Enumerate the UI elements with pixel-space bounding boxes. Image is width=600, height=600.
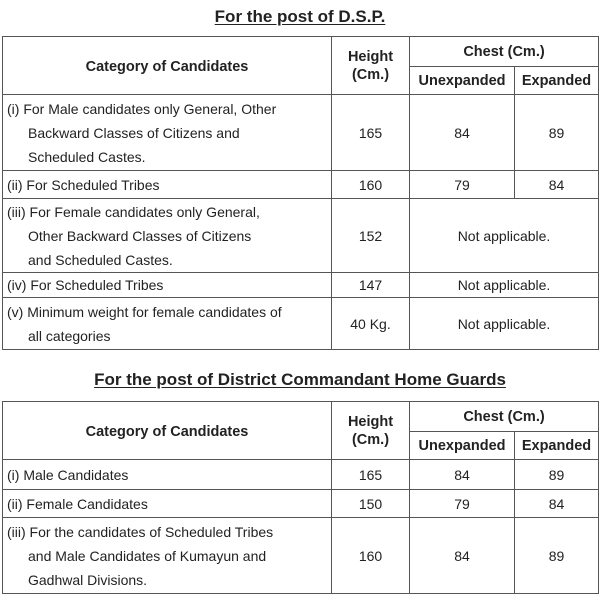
unexpanded-header: Unexpanded bbox=[410, 432, 515, 460]
category-cell bbox=[3, 518, 332, 594]
chest-not-applicable: Not applicable. bbox=[410, 298, 599, 350]
table-row bbox=[3, 490, 599, 518]
height-cell: 147 bbox=[332, 273, 410, 298]
height-header-line1: Height bbox=[347, 413, 394, 430]
category-header: Category of Candidates bbox=[3, 37, 332, 95]
home-guards-requirements-table bbox=[2, 401, 599, 594]
chest-not-applicable: Not applicable. bbox=[410, 199, 599, 273]
category-header: Category of Candidates bbox=[3, 402, 332, 460]
category-cell bbox=[3, 460, 332, 490]
height-cell: 165 bbox=[332, 95, 410, 171]
category-line: and Scheduled Castes. bbox=[28, 251, 173, 268]
category-line: Backward Classes of Citizens and bbox=[28, 124, 240, 141]
unexpanded-cell: 84 bbox=[410, 518, 515, 594]
table-row bbox=[3, 273, 599, 298]
height-header bbox=[332, 402, 410, 460]
table-row bbox=[3, 518, 599, 594]
height-header bbox=[332, 37, 410, 95]
height-cell: 165 bbox=[332, 460, 410, 490]
home-guards-section-title: For the post of District Commandant Home Guards bbox=[94, 370, 506, 389]
chest-not-applicable: Not applicable. bbox=[410, 273, 599, 298]
dsp-requirements-table bbox=[2, 36, 599, 350]
height-header-line2: (Cm.) bbox=[351, 66, 390, 83]
category-line: (v) Minimum weight for female candidates of bbox=[7, 303, 282, 320]
chest-header: Chest (Cm.) bbox=[410, 402, 599, 432]
category-line: (iv) For Scheduled Tribes bbox=[7, 277, 164, 293]
expanded-cell: 89 bbox=[515, 460, 599, 490]
category-cell bbox=[3, 490, 332, 518]
height-header-line2: (Cm.) bbox=[351, 431, 390, 448]
category-line: (i) For Male candidates only General, Other bbox=[7, 100, 277, 117]
expanded-header: Expanded bbox=[515, 67, 599, 95]
height-cell: 160 bbox=[332, 518, 410, 594]
category-line: (ii) For Scheduled Tribes bbox=[7, 176, 160, 193]
unexpanded-header: Unexpanded bbox=[410, 67, 515, 95]
category-cell bbox=[3, 273, 332, 298]
expanded-cell: 89 bbox=[515, 95, 599, 171]
height-cell: 160 bbox=[332, 171, 410, 199]
category-line: (iii) For Female candidates only General, bbox=[7, 203, 260, 220]
table-row bbox=[3, 171, 599, 199]
category-line: Other Backward Classes of Citizens bbox=[28, 227, 252, 244]
category-cell bbox=[3, 199, 332, 273]
height-cell: 152 bbox=[332, 199, 410, 273]
height-cell: 40 Kg. bbox=[332, 298, 410, 350]
dsp-section-title: For the post of D.S.P. bbox=[214, 7, 386, 26]
table-row bbox=[3, 199, 599, 273]
unexpanded-cell: 84 bbox=[410, 460, 515, 490]
table-header-row bbox=[3, 37, 599, 67]
expanded-header: Expanded bbox=[515, 432, 599, 460]
table-row bbox=[3, 95, 599, 171]
category-cell bbox=[3, 171, 332, 199]
height-cell: 150 bbox=[332, 490, 410, 518]
height-header-line1: Height bbox=[347, 48, 394, 65]
table-header-row bbox=[3, 402, 599, 432]
table-row bbox=[3, 460, 599, 490]
category-line: all categories bbox=[28, 327, 111, 344]
unexpanded-cell: 79 bbox=[410, 490, 515, 518]
category-line: and Male Candidates of Kumayun and bbox=[28, 547, 267, 564]
chest-header: Chest (Cm.) bbox=[410, 37, 599, 67]
category-line: Gadhwal Divisions. bbox=[28, 571, 148, 588]
unexpanded-cell: 84 bbox=[410, 95, 515, 171]
category-cell bbox=[3, 95, 332, 171]
table-row bbox=[3, 298, 599, 350]
category-line: (iii) For the candidates of Scheduled Tribes bbox=[7, 523, 274, 540]
expanded-cell: 84 bbox=[515, 490, 599, 518]
category-line: (i) Male Candidates bbox=[7, 466, 129, 483]
category-cell bbox=[3, 298, 332, 350]
unexpanded-cell: 79 bbox=[410, 171, 515, 199]
category-line: (ii) Female Candidates bbox=[7, 495, 148, 512]
expanded-cell: 89 bbox=[515, 518, 599, 594]
expanded-cell: 84 bbox=[515, 171, 599, 199]
category-line: Scheduled Castes. bbox=[28, 148, 146, 165]
